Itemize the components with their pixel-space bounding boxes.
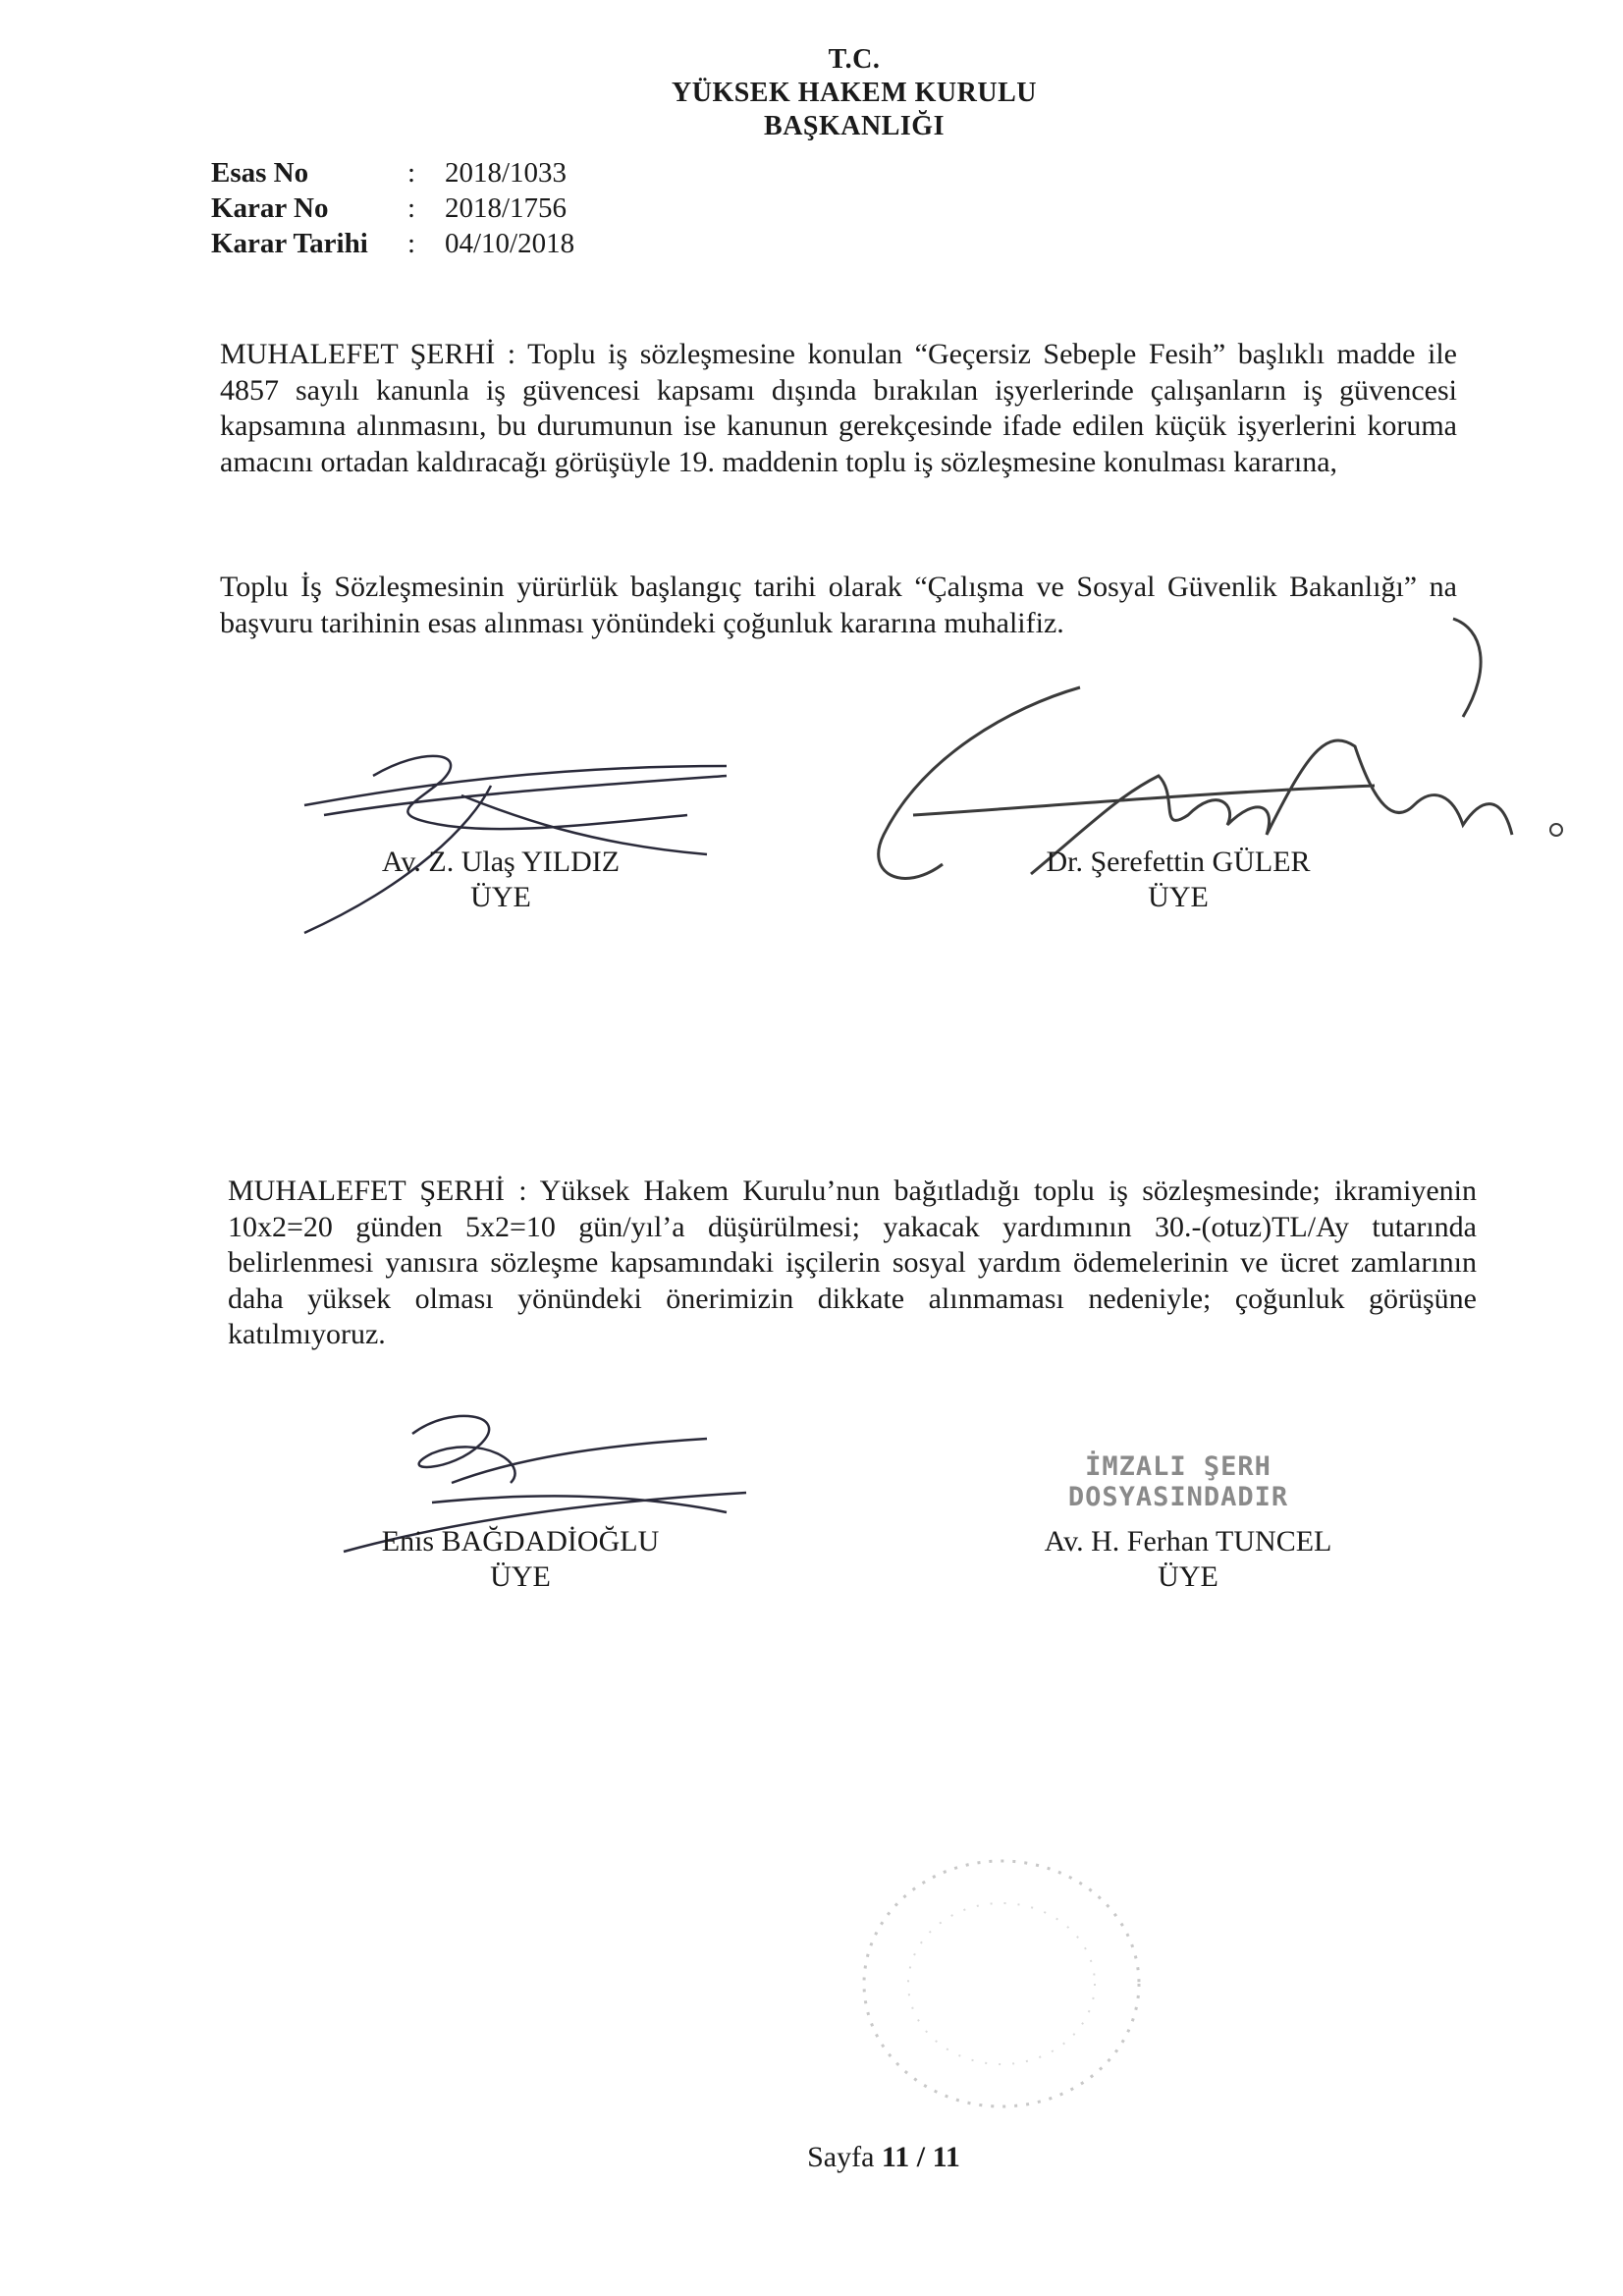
dissent1-paragraph2: Toplu İş Sözleşmesinin yürürlük başlangıç tarihi olarak “Çalışma ve Sosyal Güvenlik Bakanlığı” na başvuru tarihinin esas alınması yönündeki çoğunluk kararına muhalifiz. (220, 571, 1457, 639)
page-number: 11 / 11 (881, 2141, 960, 2173)
page-label: Sayfa (807, 2141, 875, 2173)
signed-dissent-stamp: İMZALI ŞERH DOSYASINDADIR (1067, 1451, 1289, 1512)
meta-label: Karar No (211, 192, 329, 224)
dissent1-paragraph1: MUHALEFET ŞERHİ : Toplu iş sözleşmesine konulan “Geçersiz Sebeple Fesih” başlıklı madde ile 4857 sayılı kanunla iş güvencesi kapsamı dışında bırakılan işyerlerinde çalışanların iş güvencesi kapsamına alınmasını, bu durumunun ise kanunun gerekçesinde ifade edilen küçük işyerlerini koruma amacını ortadan kaldıracağı görüşüyle 19. maddenin toplu iş sözleşmesine konulması kararına, (220, 338, 1457, 478)
meta-sep: : (407, 228, 416, 259)
signatory-role: ÜYE (1148, 881, 1209, 913)
signatory-name: Enis BAĞDADİOĞLU (381, 1525, 660, 1558)
header-institution: YÜKSEK HAKEM KURULU (672, 78, 1037, 108)
page-footer (766, 2141, 1001, 2174)
dissent2-paragraph: MUHALEFET ŞERHİ : Yüksek Hakem Kurulu’nun bağıtladığı toplu iş sözleşmesinde; ikramiyenin 10x2=20 günden 5x2=10 gün/yıl’a düşürülmesi; yakacak yardımının 30.-(otuz)TL/Ay tutarında belirlenmesi yanısıra sözleşme kapsamındaki işçilerin sosyal yardım ödemelerinin ve ücret zamlarının daha yüksek olması yönündeki önerimizin dikkate alınmaması nedeniyle; çoğunluk görüşüne katılmıyoruz. (228, 1175, 1477, 1350)
case-meta (211, 155, 574, 261)
document-header (589, 43, 1119, 143)
meta-sep: : (407, 192, 416, 224)
header-presidency: BAŞKANLIĞI (764, 111, 945, 141)
meta-label: Esas No (211, 157, 309, 189)
meta-row-esas (211, 155, 574, 191)
header-tc: T.C. (828, 44, 881, 75)
meta-row-karar (211, 191, 574, 226)
signatory-bagdadioglu (324, 1524, 717, 1595)
meta-value: 04/10/2018 (445, 228, 575, 259)
signatory-guler (992, 845, 1365, 915)
signatory-role: ÜYE (470, 881, 531, 913)
meta-sep: : (407, 157, 416, 189)
meta-row-tarih (211, 226, 574, 261)
official-seal (844, 1846, 1159, 2121)
signatory-name: Av. Z. Ulaş YILDIZ (381, 846, 621, 878)
signatory-name: Av. H. Ferhan TUNCEL (1044, 1525, 1332, 1558)
signatory-role: ÜYE (1158, 1560, 1218, 1593)
signatory-name: Dr. Şerefettin GÜLER (1046, 846, 1311, 878)
signatory-tuncel (982, 1524, 1394, 1595)
meta-label: Karar Tarihi (211, 228, 368, 259)
signatory-yildiz (324, 845, 677, 915)
meta-value: 2018/1756 (445, 192, 568, 224)
signatory-role: ÜYE (490, 1560, 551, 1593)
meta-value: 2018/1033 (445, 157, 568, 189)
